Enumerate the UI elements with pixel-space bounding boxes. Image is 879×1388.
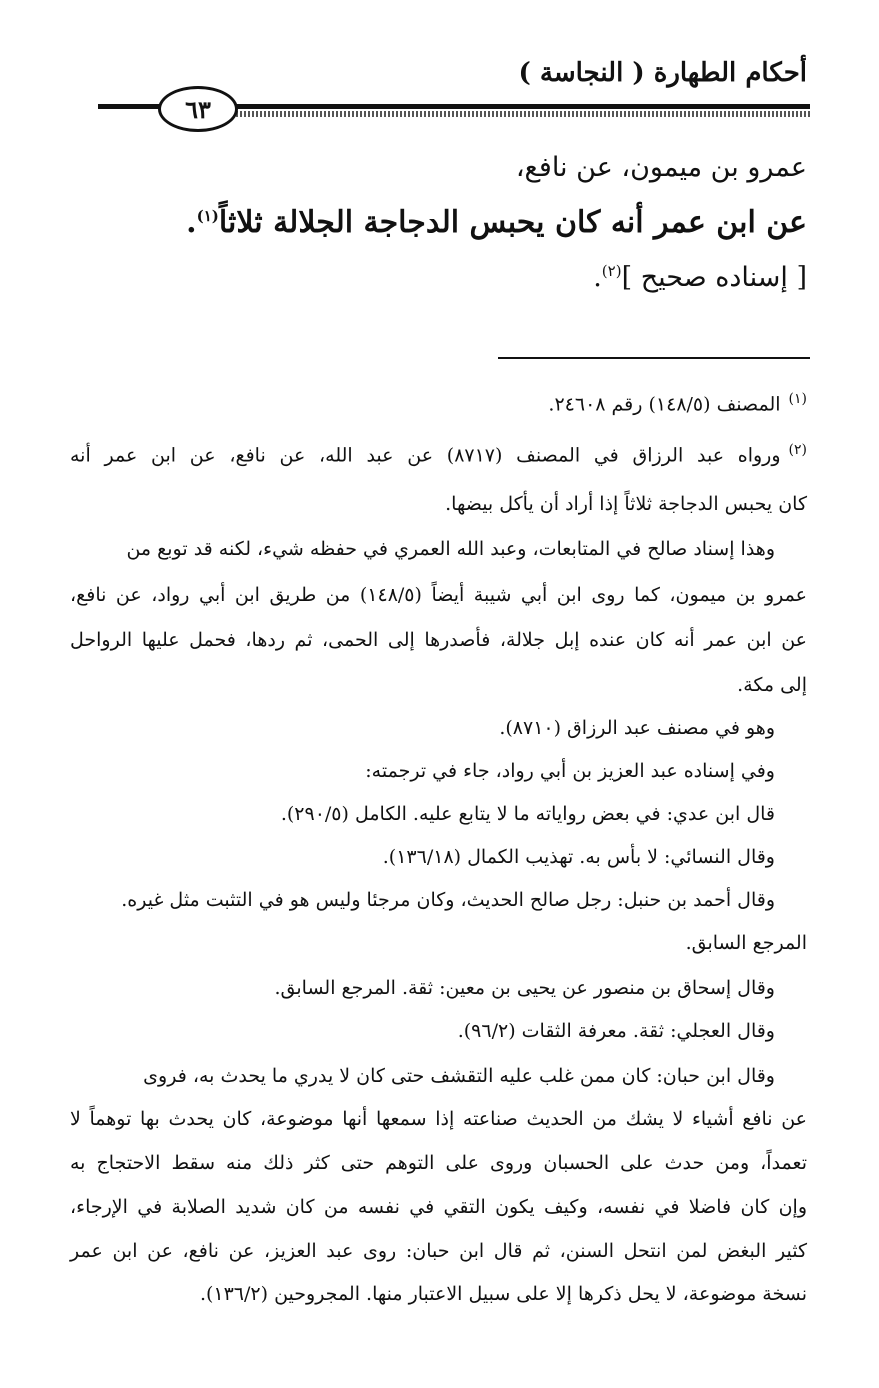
footnote-line: وقال العجلي: ثقة. معرفة الثقات (٩٦/٢). <box>457 1020 775 1042</box>
main-text-line-1 <box>516 152 807 183</box>
page-number: ٦٣ <box>158 86 238 132</box>
footnote-line: تعمداً، ومن حدث على الحسبان وروى على التوهم حتى كثر ذلك منه سقط الاحتجاج به <box>70 1152 807 1174</box>
main-text-line-2-text: عن ابن عمر أنه كان يحبس الدجاجة الجلالة ثلاثاً <box>218 205 807 240</box>
footnote-line: وقال ابن حبان: كان ممن غلب عليه التقشف حتى كان لا يدري ما يحدث به، فروى <box>143 1065 775 1087</box>
footnote-2-line-1-text: ورواه عبد الرزاق في المصنف (٨٧١٧) عن عبد الله، عن نافع، عن ابن عمر أنه <box>70 444 781 467</box>
footnote-line: نسخة موضوعة، لا يحل ذكرها إلا على سبيل الاعتبار منها. المجروحين (١٣٦/٢). <box>199 1283 807 1305</box>
footnote-2-number: (٢) <box>788 442 807 458</box>
footnote-2-line-2: كان يحبس الدجاجة ثلاثاً إذا أراد أن يأكل بيضها. <box>445 493 807 515</box>
footnote-ref-1: (١) <box>196 207 219 225</box>
main-text-line-2-end: . <box>186 205 197 240</box>
header-rule-dotted <box>228 111 810 117</box>
footnote-1-number: (١) <box>788 391 807 407</box>
main-text-line-3 <box>593 262 807 293</box>
running-title: أحكام الطهارة ( النجاسة ) <box>518 58 807 88</box>
footnote-line: عن ابن عمر أنه كان عنده إبل جلالة، فأصدرها إلى الحمى، ثم ردها، فحمل عليها الرواحل <box>70 629 807 651</box>
footnote-1 <box>548 391 807 415</box>
main-text-line-3-end: . <box>593 262 602 293</box>
footnote-line: وقال إسحاق بن منصور عن يحيى بن معين: ثقة. المرجع السابق. <box>274 977 775 999</box>
footnote-line: قال ابن عدي: في بعض رواياته ما لا يتابع عليه. الكامل (٢٩٠/٥). <box>280 803 775 825</box>
footnote-line: وهو في مصنف عبد الرزاق (٨٧١٠). <box>499 717 775 739</box>
footnote-line: عمرو بن ميمون، كما روى ابن أبي شيبة أيضاً (١٤٨/٥) من طريق ابن أبي رواد، عن نافع، <box>70 584 807 606</box>
main-text-line-3-text: [ إسناده صحيح ] <box>621 262 807 293</box>
footnote-ref-2: (٢) <box>601 262 622 280</box>
footnote-line: وقال أحمد بن حنبل: رجل صالح الحديث، وكان مرجئا وليس هو في التثبت مثل غيره. <box>121 889 775 911</box>
footnote-line: وقال النسائي: لا بأس به. تهذيب الكمال (١٣٦/١٨). <box>382 846 775 868</box>
footnote-line: عن نافع أشياء لا يشك من الحديث صناعته إذا سمعها أنها موضوعة، كان يحدث بها توهماً لا <box>70 1108 807 1130</box>
footnote-line: وفي إسناده عبد العزيز بن أبي رواد، جاء في ترجمته: <box>365 760 775 782</box>
footnote-line: كثير البغض لمن انتحل السنن، ثم قال ابن حبان: روى عبد العزيز، عن نافع، عن ابن عمر <box>70 1240 807 1262</box>
footnote-line: المرجع السابق. <box>685 932 807 954</box>
main-text-line-1-text: عمرو بن ميمون، عن نافع، <box>515 152 807 183</box>
footnote-2-line-1 <box>70 442 807 466</box>
footnote-1-text: المصنف (١٤٨/٥) رقم ٢٤٦٠٨. <box>548 393 781 416</box>
footnote-line: وإن كان فاضلا في نفسه، وكيف يكون التقي في نفسه من كان شديد الصلابة في الإرجاء، <box>70 1196 807 1218</box>
footnote-line: وهذا إسناد صالح في المتابعات، وعبد الله العمري في حفظه شيء، لكنه قد توبع من <box>126 538 775 560</box>
footnote-divider <box>498 357 810 359</box>
main-text-line-2 <box>186 205 807 240</box>
footnote-line: إلى مكة. <box>737 674 807 696</box>
